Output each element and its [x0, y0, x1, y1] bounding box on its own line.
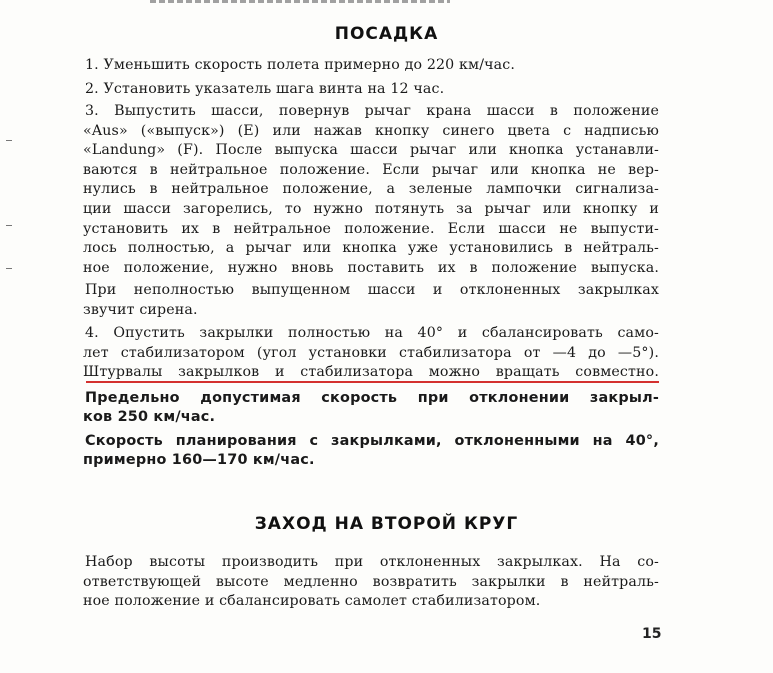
- text-line: лет стабилизатором (угол установки стабилизатора от —4 до —5°).: [83, 344, 659, 361]
- margin-mark: [6, 140, 12, 141]
- text-line: Предельно допустимая скорость при отклонении закрыл-: [85, 390, 659, 406]
- text-line: звучит сирена.: [83, 301, 198, 318]
- text-line: 1. Уменьшить скорость полета примерно до 220 км/час.: [85, 57, 516, 73]
- text-line: 3. Выпустить шасси, повернув рычаг крана шасси в положение: [85, 103, 659, 119]
- glide-speed-note: [83, 432, 659, 470]
- siren-note-paragraph: [83, 281, 659, 320]
- text-line: 2. Установить указатель шага винта на 12 час.: [85, 81, 445, 97]
- step-1-paragraph: [83, 56, 659, 76]
- step-4-paragraph: [83, 324, 659, 383]
- text-line: «Aus» («выпуск») (E) или нажав кнопку синего цвета с надписью: [83, 122, 659, 139]
- step-2-paragraph: [83, 80, 659, 100]
- section-heading-go-around: ЗАХОД НА ВТОРОЙ КРУГ: [254, 514, 519, 534]
- step-3-paragraph: [83, 102, 659, 278]
- max-speed-note: [83, 389, 659, 427]
- page-number: 15: [642, 626, 662, 642]
- text-line: При неполностью выпущенном шасси и отклоненных закрылках: [85, 282, 659, 298]
- text-line: ваются в нейтральное положение. Если рычаг или кнопка не вер-: [83, 161, 659, 178]
- text-line: ное положение и сбалансировать самолет стабилизатором.: [83, 593, 541, 610]
- text-line: «Landung» (F). После выпуска шасси рычаг или кнопка устанавли-: [83, 142, 659, 159]
- go-around-paragraph: [83, 553, 659, 612]
- text-line: установить их в нейтральное положение. Если шасси не выпусти-: [83, 220, 659, 237]
- section-heading-landing: ПОСАДКА: [334, 24, 439, 44]
- text-line: примерно 160—170 км/час.: [83, 452, 315, 468]
- text-line: ции шасси загорелись, то нужно потянуть за рычаг или кнопку и: [83, 200, 659, 217]
- text-line: ответствующей высоте медленно возвратить закрылки в нейтраль-: [83, 573, 659, 590]
- margin-mark: [6, 225, 12, 226]
- text-line: Набор высоты производить при отклоненных закрылках. На со-: [85, 554, 659, 570]
- margin-mark: [6, 268, 12, 269]
- text-line: лось полностью, а рычаг или кнопка уже установились в нейтраль-: [83, 240, 659, 257]
- scan-edge-artifact: [150, 0, 450, 3]
- text-line: ное положение, нужно вновь поставить их в положение выпуска.: [83, 259, 659, 276]
- text-line: ков 250 км/час.: [83, 409, 216, 425]
- text-line: 4. Опустить закрылки полностью на 40° и сбалансировать само-: [85, 325, 659, 341]
- text-line: Скорость планирования с закрылками, отклоненными на 40°,: [85, 433, 659, 449]
- text-line: Штурвалы закрылков и стабилизатора можно вращать совместно.: [83, 364, 659, 381]
- red-underline-annotation: [86, 381, 659, 383]
- text-line: нулись в нейтральное положение, а зеленые лампочки сигнализа-: [83, 181, 659, 198]
